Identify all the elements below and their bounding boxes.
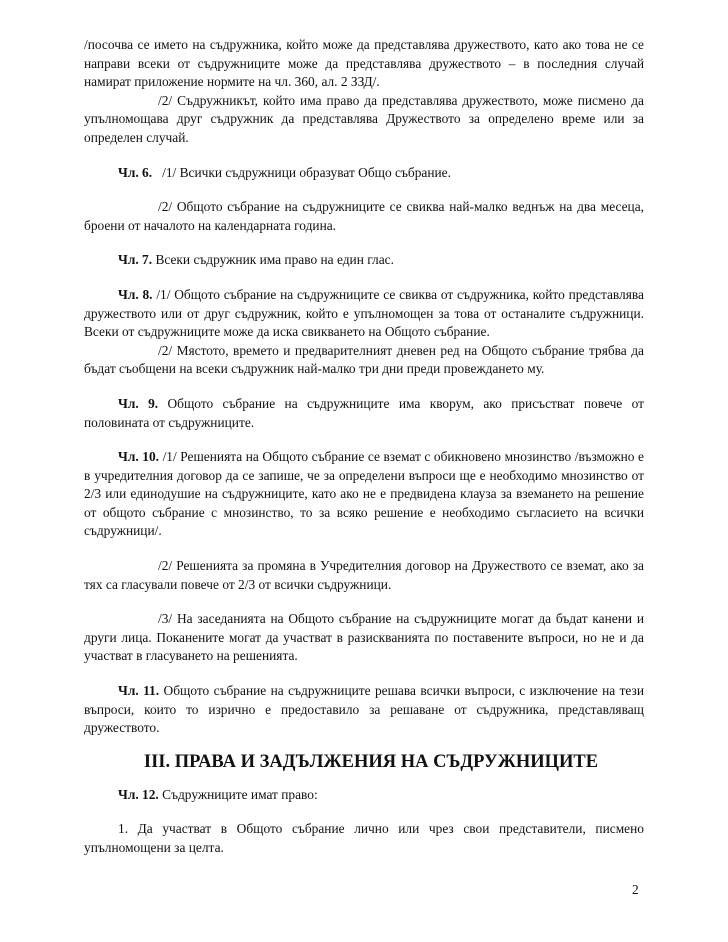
article-11-text: Общото събрание на съдружниците решава всички въпроси, с изключение на тези въпроси, които то изрично е предоставило за решаване от съдружника, представляващ дружеството.	[84, 683, 644, 736]
article-11-label: Чл. 11.	[118, 683, 160, 699]
article-12-item-1: 1. Да участват в Общото събрание лично или чрез свои представители, писмено упълномощени за целта.	[84, 821, 644, 855]
paragraph-continuation: /посочва се името на съдружника, който може да представлява дружеството, като ако това не се направи всеки от съдружниците може да представлява дружеството – в последния случай намират приложение нормите на чл. 360, ал. 2 ЗЗД/.	[84, 37, 644, 90]
paragraph-representation: /2/ Съдружникът, който има право да представлява дружеството, може писмено да упълномощава друг съдружник да представлява Дружеството за определено време или за определен случай.	[84, 92, 644, 145]
article-9-text: Общото събрание на съдружниците има кворум, ако присъстват повече от половината от съдружниците.	[84, 395, 644, 430]
article-6-para-1	[84, 164, 644, 183]
article-9-label: Чл. 9.	[118, 395, 159, 411]
article-7-label: Чл. 7.	[118, 252, 153, 268]
article-8-para-1	[84, 286, 644, 342]
article-8-label: Чл. 8.	[118, 286, 153, 302]
article-12-text: Съдружниците имат право:	[162, 786, 318, 802]
article-7	[84, 251, 644, 270]
article-6-para-2: /2/ Общото събрание на съдружниците се свиква най-малко веднъж на два месеца, броени от началото на календарната година.	[84, 199, 644, 233]
section-heading: III. ПРАВА И ЗАДЪЛЖЕНИЯ НА СЪДРУЖНИЦИТЕ	[143, 751, 599, 772]
article-10-label: Чл. 10.	[118, 449, 159, 465]
article-10-para-2: /2/ Решенията за промяна в Учредителния договор на Дружеството се вземат, ако за тях са гласували повече от 2/3 от всички съдружници.	[84, 558, 644, 592]
page-number: 2	[632, 882, 639, 897]
article-12-label: Чл. 12.	[118, 786, 159, 802]
article-6-text-1: /1/ Всички съдружници образуват Общо събрание.	[162, 164, 451, 180]
article-10-para-3: /3/ На заседанията на Общото събрание на съдружниците могат да бъдат канени и други лица. Поканените могат да участват в разискванията по поставените въпроси, но не и да участват в гласуването на решенията.	[84, 611, 644, 664]
article-11	[84, 682, 644, 738]
article-8-text-1: /1/ Общото събрание на съдружниците се свиква от съдружника, който представлява дружеството или от друг съдружник, който е упълномощен за това от останалите съдружници. Всеки от съдружниците може да иска свикването на Общото събрание.	[84, 286, 644, 340]
article-8-para-2: /2/ Мястото, времето и предварителният дневен ред на Общото събрание трябва да бъдат съобщени на всеки съдружник най-малко три дни преди провеждането му.	[84, 342, 644, 377]
article-12	[84, 786, 644, 805]
article-9	[84, 395, 644, 432]
article-7-text: Всеки съдружник има право на един глас.	[155, 252, 394, 268]
article-6-label: Чл. 6.	[118, 164, 153, 180]
document-page	[84, 36, 644, 858]
article-10-text-1: /1/ Решенията на Общото събрание се вземат с обикновено мнозинство /възможно е в учредителния договор да се запише, че за определени въпроси ще е необходимо мнозинство от 2/3 или единодушие на съдружниците, като ако не е предвидена клауза за вземането на решение от общото събрание с мнозинство, то за всяко решение е необходимо съгласието на всички съдружници/.	[84, 449, 644, 539]
article-10-para-1	[84, 448, 644, 541]
